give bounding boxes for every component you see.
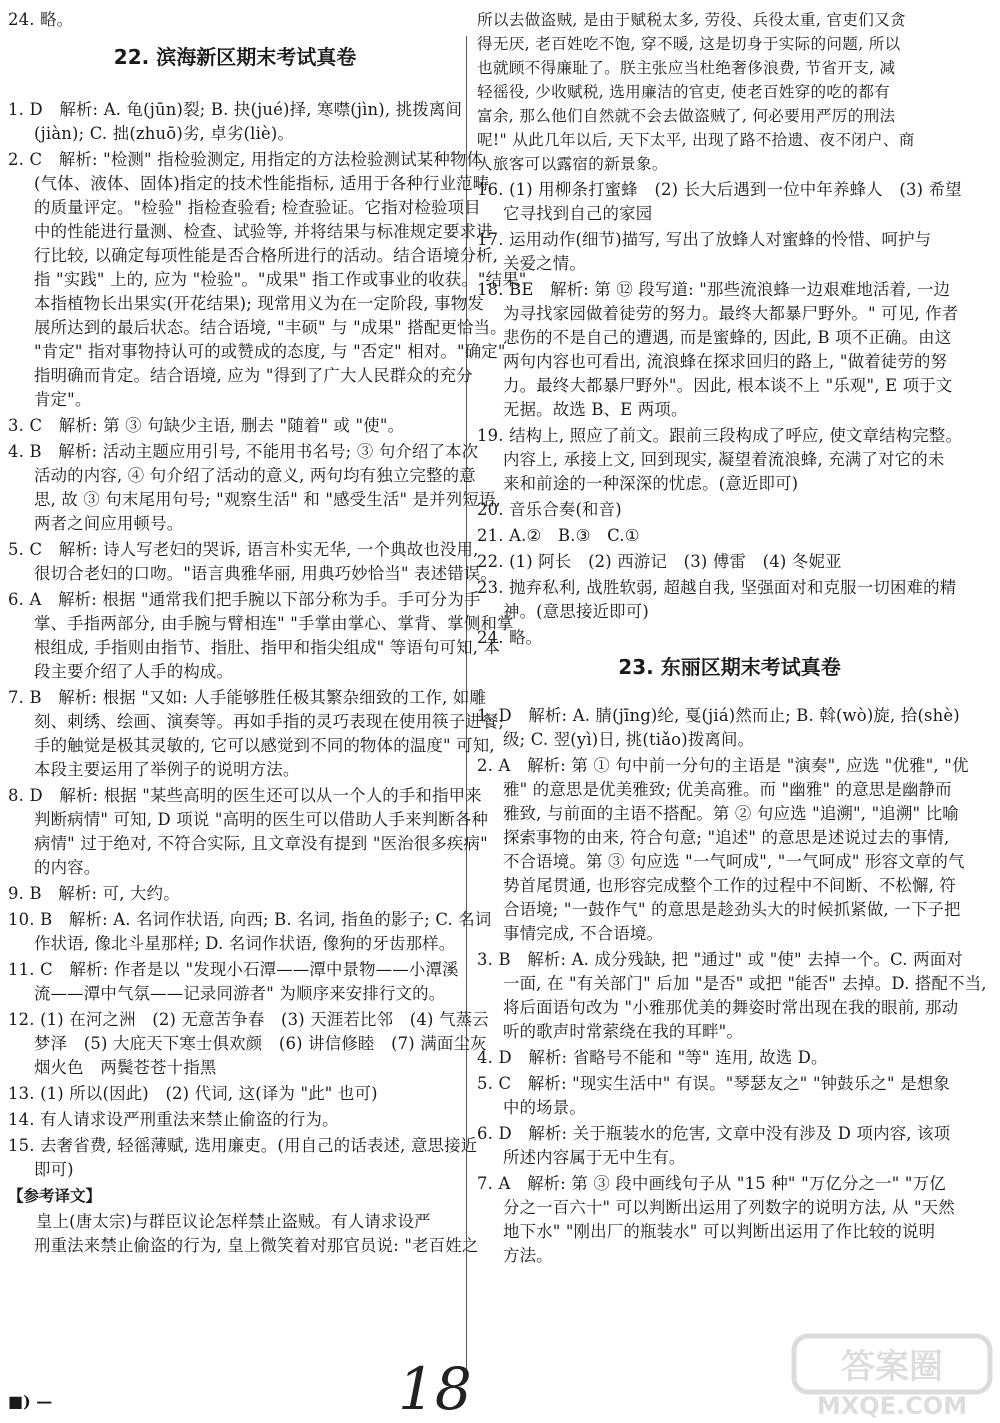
- left-line-27: 本段主要运用了举例子的说明方法。: [34, 760, 300, 779]
- right-line2-4: 雅致, 与前面的主语不搭配。第 ② 句应选 "追溯", "追溯" 比喻: [503, 804, 959, 823]
- right-line-6: 人旅客可以露宿的新景象。: [477, 155, 668, 173]
- left-line-31: 的内容。: [34, 858, 101, 877]
- left-line-39: 烟火色 两鬓苍苍十指黑: [34, 1058, 217, 1077]
- left-top-line-0: 24. 略。: [8, 10, 74, 29]
- right-line-11: 18. BE 解析: 第 ⑫ 段写道: "那些流浪蜂一边艰难地活着, 一边: [477, 280, 951, 299]
- left-line-17: 两者之间应用顿号。: [34, 514, 184, 533]
- left-line-36: 流——潭中气氛——记录同游者" 为顺序来安排行文的。: [34, 984, 446, 1003]
- right-line2-0: 1. D 解析: A. 腈(jīng)纶, 戛(jiá)然而止; B. 斡(wò)旋, 拾(shè): [477, 706, 960, 725]
- left-line-15: 活动的内容, ④ 句介绍了活动的意义, 两句均有独立完整的意: [34, 466, 476, 485]
- section-title-22: 22. 滨海新区期末考试真卷: [113, 45, 357, 69]
- svg-text:MXQE.COM: MXQE.COM: [816, 1392, 968, 1418]
- left-line-0: 1. D 解析: A. 龟(jūn)裂; B. 抉(jué)择, 寒噤(jìn), 挑拨离间: [8, 100, 463, 119]
- right-line2-3: 雅" 的意思是优美雅致; 优美高雅。而 "幽雅" 的意思是幽静而: [503, 780, 952, 799]
- left-line-28: 8. D 解析: 根据 "某些高明的医生还可以从一个人的手和指甲来: [8, 786, 482, 805]
- left-line-32: 9. B 解析: 可, 大约。: [8, 884, 180, 903]
- right-line-9: 17. 运用动作(细节)描写, 写出了放蜂人对蜜蜂的怜惜、呵护与: [477, 230, 932, 249]
- left-line-42: 15. 去奢省费, 轻徭薄赋, 选用廉吏。(用自己的话表述, 意思接近: [8, 1136, 478, 1155]
- left-line-33: 10. B 解析: A. 名词作状语, 向西; B. 名词, 指鱼的影子; C. 名词: [8, 910, 492, 929]
- translation-line-0: 皇上(唐太宗)与群臣议论怎样禁止盗贼。有人请求设严: [36, 1212, 431, 1231]
- left-line-10: "肯定" 指对事物持认可的或赞成的态度, 与 "否定" 相对。"确定": [34, 342, 506, 361]
- translation-line-1: 刑重法来禁止偷盗的行为, 皇上微笑着对那官员说: "老百姓之: [34, 1236, 479, 1255]
- right-line-5: 呢!" 从此几年以后, 天下太平, 出现了路不拾遗、夜不闭户、商: [477, 131, 915, 149]
- right-line2-21: 地下水" "刚出厂的瓶装水" 可以判断出运用了作比较的说明: [503, 1222, 936, 1241]
- right-line2-18: 所述内容属于无中生有。: [503, 1148, 686, 1167]
- left-line-12: 肯定"。: [34, 390, 92, 409]
- left-line-6: 行比较, 以确定每项性能是否合格所进行的活动。结合语境分析,: [34, 246, 499, 265]
- right-line-1: 得无厌, 老百姓吃不饱, 穿不暖, 这是切身于实际的问题, 所以: [477, 35, 901, 53]
- right-line-25: 24. 略。: [477, 628, 543, 647]
- right-line-23: 23. 抛弃私利, 战胜软弱, 超越自我, 坚强面对和克服一切困难的精: [477, 578, 957, 597]
- right-line-16: 无据。故选 B、E 两项。: [503, 400, 688, 419]
- right-line-18: 内容上, 承接上文, 回到现实, 凝望着流浪蜂, 充满了对它的未: [503, 450, 945, 469]
- right-line2-5: 探索事物的由来, 符合句意; "追述" 的意思是述说过去的事情,: [503, 828, 950, 847]
- left-line-26: 手的触觉是极其灵敏的, 它可以感觉到不同的物体的温度" 可知,: [34, 736, 495, 755]
- right-line2-8: 合语境; "一鼓作气" 的意思是趁劲头大的时候抓紧做, 一下子把: [503, 900, 961, 919]
- left-line-38: 梦泽 (5) 大庇天下寒士俱欢颜 (6) 讲信修睦 (7) 满面尘灰: [34, 1034, 487, 1053]
- watermark-logo: [790, 1330, 995, 1418]
- right-line-21: 21. A.② B.③ C.①: [477, 526, 640, 545]
- reference-translation-tag: 【参考译文】: [8, 1187, 102, 1205]
- handwritten-page-number: 18: [398, 1355, 472, 1423]
- left-line-14: 4. B 解析: 活动主题应用引号, 不能用书名号; ③ 句介绍了本次: [8, 442, 479, 461]
- right-line2-11: 一面, 在 "有关部门" 后加 "是否" 或把 "能否" 去掉。D. 搭配不当,: [503, 974, 987, 993]
- right-line2-1: 级; C. 翌(yì)日, 挑(tiǎo)拨离间。: [503, 730, 755, 749]
- right-line2-17: 6. D 解析: 关于瓶装水的危害, 文章中没有涉及 D 项内容, 该项: [477, 1124, 951, 1143]
- right-line-12: 为寻找家园做着徒劳的努力。最终大都暴尸野外。" 可见, 作者: [503, 304, 959, 323]
- left-line-9: 展所达到的最后状态。结合语境, "丰硕" 与 "成果" 搭配更恰当。: [34, 318, 507, 337]
- left-line-30: 病情" 过于绝对, 不符合实际, 且文章没有提到 "医治很多疾病": [34, 834, 488, 853]
- right-line-17: 19. 结构上, 照应了前文。跟前三段构成了呼应, 使文章结构完整。: [477, 426, 963, 445]
- left-line-8: 本指植物长出果实(开花结果); 现常用义为在一定阶段, 事物发: [34, 294, 484, 313]
- right-line2-2: 2. A 解析: 第 ① 句中前一分句的主语是 "演奏", 应选 "优雅", "优: [477, 756, 969, 775]
- right-line2-19: 7. A 解析: 第 ③ 段中画线句子从 "15 种" "万亿分之一" "万亿: [477, 1174, 946, 1193]
- left-line-22: 根组成, 手指则由指节、指肚、指甲和指尖组成" 等语句可知, 本: [34, 638, 501, 657]
- left-line-34: 作状语, 像北斗星那样; D. 名词作状语, 像狗的牙齿那样。: [34, 934, 456, 953]
- right-line2-9: 事情完成, 不合语境。: [503, 924, 664, 943]
- right-line-10: 关爱之情。: [503, 254, 586, 273]
- left-line-41: 14. 有人请求设严刑重法来禁止偷盗的行为。: [8, 1110, 339, 1129]
- left-line-2: 2. C 解析: "检测" 指检验测定, 用指定的方法检验测试某种物体: [8, 150, 484, 169]
- right-line2-22: 方法。: [503, 1246, 553, 1265]
- right-line2-7: 势首尾贯通, 也形容完成整个工作的过程中不间断、不松懈, 符: [503, 876, 956, 895]
- left-line-24: 7. B 解析: 根据 "又如: 人手能够胜任极其繁杂细致的工作, 如雕: [8, 688, 487, 707]
- right-line-22: 22. (1) 阿长 (2) 西游记 (3) 傅雷 (4) 冬妮亚: [477, 552, 842, 571]
- left-line-23: 段主要介绍了人手的构成。: [34, 662, 234, 681]
- left-line-5: 中的性能进行量测、检查、试验等, 并将结果与标准规定要求进: [34, 222, 493, 241]
- left-line-19: 很切合老妇的口吻。"语言典雅华丽, 用典巧妙恰当" 表述错误。: [34, 564, 498, 583]
- left-line-16: 思, 故 ③ 句末尾用句号; "观察生活" 和 "感受生活" 是并列短语,: [34, 490, 501, 509]
- left-line-37: 12. (1) 在河之洲 (2) 无意苦争春 (3) 天涯若比邻 (4) 气蒸云: [8, 1010, 489, 1029]
- svg-text:答案圈: 答案圈: [841, 1347, 943, 1387]
- left-line-25: 刻、刺绣、绘画、演奏等。再如手指的灵巧表现在使用筷子进餐;: [34, 712, 505, 731]
- section-title-23: 23. 东丽区期末考试真卷: [618, 655, 841, 679]
- right-line2-16: 中的场景。: [503, 1098, 586, 1117]
- right-line2-14: 4. D 解析: 省略号不能和 "等" 连用, 故选 D。: [477, 1048, 828, 1067]
- right-line-19: 来和前途的一种深深的忧虑。(意近即可): [503, 474, 799, 493]
- page-mark: ■) —: [8, 1392, 53, 1411]
- left-line-21: 掌、手指两部分, 由手腕与臂相连" "手掌由掌心、掌背、掌侧和掌: [34, 614, 514, 633]
- left-line-43: 即可): [34, 1160, 74, 1179]
- right-line-0: 所以去做盗贼, 是由于赋税太多, 劳役、兵役太重, 官吏们又贪: [477, 11, 906, 29]
- right-line2-13: 听的歌声时常萦绕在我的耳畔"。: [503, 1022, 744, 1041]
- left-line-29: 判断病情" 可知, D 项说 "高明的医生可以借助人手来判断各种: [34, 810, 489, 829]
- right-line-3: 轻徭役, 少收赋税, 选用廉洁的官吏, 使老百姓穿的吃的都有: [477, 83, 890, 101]
- right-line2-20: 分之一百六十" 可以判断出运用了列数字的说明方法, 从 "天然: [503, 1198, 955, 1217]
- right-line-4: 富余, 那么他们自然就不会去做盗贼了, 何必要用严厉的刑法: [477, 107, 896, 125]
- right-line-13: 悲伤的不是自己的遭遇, 而是蜜蜂的, 因此, B 项不正确。由这: [503, 328, 952, 347]
- right-line-8: 它寻找到自己的家园: [503, 204, 653, 223]
- left-line-40: 13. (1) 所以(因此) (2) 代词, 这(译为 "此" 也可): [8, 1084, 378, 1103]
- right-line-24: 神。(意思接近即可): [503, 602, 649, 621]
- left-line-18: 5. C 解析: 诗人写老妇的哭诉, 语言朴实无华, 一个典故也没用,: [8, 540, 479, 559]
- right-line-15: 力。最终大都暴尸野外"。因此, 根本谈不上 "乐观", E 项于文: [503, 376, 953, 395]
- left-line-1: (jiàn); C. 拙(zhuō)劣, 卓劣(liè)。: [34, 124, 295, 143]
- left-line-20: 6. A 解析: 根据 "通常我们把手腕以下部分称为手。手可分为手: [8, 590, 481, 609]
- left-line-13: 3. C 解析: 第 ③ 句缺少主语, 删去 "随着" 或 "使"。: [8, 416, 405, 435]
- right-line-20: 20. 音乐合奏(和音): [477, 500, 622, 519]
- right-line2-12: 将后面语句改为 "小雅那优美的舞姿时常出现在我的眼前, 那动: [503, 998, 959, 1017]
- left-line-7: 指 "实践" 上的, 应为 "检验"。"成果" 指工作或事业的收获。"结果": [34, 270, 527, 289]
- left-line-3: (气体、液体、固体)指定的技术性能指标, 适用于各种行业范畴: [34, 174, 490, 193]
- right-line2-10: 3. B 解析: A. 成分残缺, 把 "通过" 或 "使" 去掉一个。C. 两面对: [477, 950, 963, 969]
- left-line-4: 的质量评定。"检验" 指检查验看; 检查验证。它指对检验项目: [34, 198, 481, 217]
- right-line-14: 两句内容也可看出, 流浪蜂在探求回归的路上, "做着徒劳的努: [503, 352, 948, 371]
- right-line-2: 也就顾不得廉耻了。朕主张应当杜绝奢侈浪费, 节省开支, 减: [477, 59, 896, 77]
- right-line-7: 16. (1) 用柳条打蜜蜂 (2) 长大后遇到一位中年养蜂人 (3) 希望: [477, 180, 962, 199]
- right-line2-6: 不合语境。第 ③ 句应选 "一气呵成", "一气呵成" 形容文章的气: [503, 852, 965, 871]
- left-line-11: 指明确而肯定。结合语境, 应为 "得到了广大人民群众的充分: [34, 366, 473, 385]
- right-line2-15: 5. C 解析: "现实生活中" 有误。"琴瑟友之" "钟鼓乐之" 是想象: [477, 1074, 950, 1093]
- left-line-35: 11. C 解析: 作者是以 "发现小石潭——潭中景物——小潭溪: [8, 960, 459, 979]
